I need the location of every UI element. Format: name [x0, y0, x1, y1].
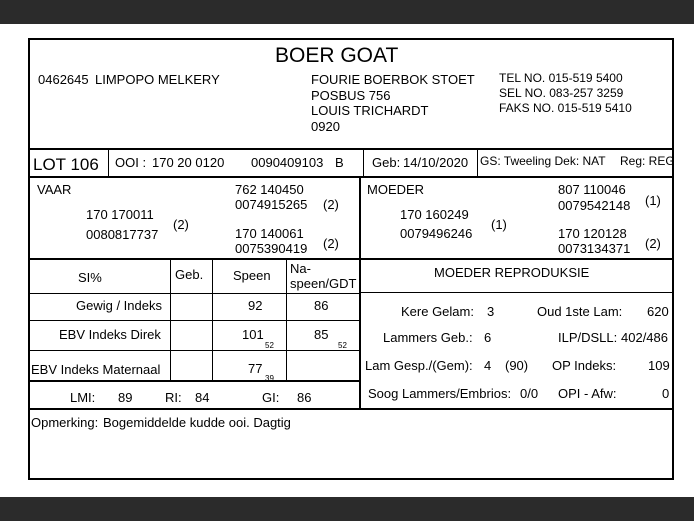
sire-id: 0080817737: [86, 227, 159, 242]
seller-postcode: 0920: [311, 119, 340, 134]
dam-dam-id: 0073134371: [558, 241, 631, 256]
seller-name: FOURIE BOERBOK STOET: [311, 72, 475, 87]
sire-grade: (2): [173, 217, 189, 232]
animal-grade: B: [335, 155, 344, 170]
remark-text: Bogemiddelde kudde ooi. Dagtig: [103, 415, 291, 430]
row-gewig-speen: 92: [248, 298, 263, 313]
lot-cell-divider: [108, 149, 109, 177]
si-row1-line: [28, 320, 360, 321]
ilp-label: ILP/DSLL:: [558, 330, 618, 345]
lmi-label: LMI:: [70, 390, 96, 405]
top-border-bar: [0, 0, 694, 24]
lmi-value: 89: [118, 390, 133, 405]
birth-date: 14/10/2020: [403, 155, 469, 170]
breeder-code: 0462645: [38, 72, 89, 87]
geb-header: Geb.: [175, 267, 204, 282]
row-gewig-label: Gewig / Indeks: [76, 298, 162, 313]
naspeen-header-line2: speen/GDT: [290, 276, 357, 291]
ri-label: RI:: [165, 390, 182, 405]
row-direk-label: EBV Indeks Direk: [59, 327, 161, 342]
dam-sire-number: 807 110046: [558, 182, 626, 197]
op-value: 109: [648, 358, 670, 373]
si-col-speen: [212, 258, 213, 381]
dam-id: 0079496246: [400, 226, 473, 241]
naspeen-header-line1: Na-: [290, 261, 311, 276]
row-direk-speen: 101: [242, 327, 264, 342]
sire-dam-number: 170 140061: [235, 226, 304, 241]
oud-value: 620: [647, 304, 669, 319]
row-direk-naspeen: 85: [314, 327, 329, 342]
frame-top: [28, 38, 674, 40]
sire-sire-number: 762 140450: [235, 182, 304, 197]
sire-number: 170 170011: [86, 207, 154, 222]
op-label: OP Indeks:: [552, 358, 617, 373]
date-cell-divider: [477, 149, 478, 177]
sire-sire-id: 0074915265: [235, 197, 308, 212]
opi-value: 0: [662, 386, 670, 401]
seller-address1: POSBUS 756: [311, 88, 391, 103]
id-cell-divider: [363, 149, 364, 177]
si-row2-line: [28, 350, 360, 351]
gs-info: GS: Tweeling Dek: NAT: [480, 154, 606, 168]
row-maternaal-label: EBV Indeks Maternaal: [31, 362, 161, 377]
ilp-value: 402/486: [621, 330, 668, 345]
repro-title: MOEDER REPRODUKSIE: [434, 265, 590, 280]
row-gewig-naspeen: 86: [314, 298, 329, 313]
seller-cell: SEL NO. 083-257 3259: [499, 86, 624, 100]
ri-value: 84: [195, 390, 210, 405]
lot-number: LOT 106: [33, 155, 99, 174]
seller-address2: LOUIS TRICHARDT: [311, 103, 429, 118]
dam-number: 170 160249: [400, 207, 469, 222]
dam-grade: (1): [491, 217, 507, 232]
row-direk-speen-sub: 52: [265, 341, 274, 350]
sire-dam-id: 0075390419: [235, 241, 308, 256]
dam-label: MOEDER: [367, 182, 425, 197]
lam-gesp-label: Lam Gesp./(Gem):: [365, 358, 473, 373]
lammers-label: Lammers Geb.:: [383, 330, 473, 345]
repro-header-line: [360, 292, 673, 293]
seller-fax: FAKS NO. 015-519 5410: [499, 101, 632, 115]
kere-gelam-label: Kere Gelam:: [401, 304, 474, 319]
remark-divider: [28, 408, 674, 410]
lot-divider: [28, 176, 674, 178]
sire-sire-grade: (2): [323, 197, 339, 212]
dam-sire-grade: (1): [645, 193, 661, 208]
gi-label: GI:: [262, 390, 280, 405]
sire-dam-grade: (2): [323, 236, 339, 251]
dam-dam-number: 170 120128: [558, 226, 627, 241]
lam-gem-value: (90): [505, 358, 529, 373]
gi-value: 86: [297, 390, 312, 405]
si-col-naspeen: [286, 258, 287, 381]
row-maternaal-speen: 77: [248, 361, 263, 376]
oud-label: Oud 1ste Lam:: [537, 304, 623, 319]
row-direk-naspeen-sub: 52: [338, 341, 347, 350]
ooi-number: 170 20 0120: [152, 155, 225, 170]
row-maternaal-speen-sub: 39: [265, 374, 274, 383]
bottom-border-bar: [0, 497, 694, 521]
pedigree-divider: [28, 258, 674, 260]
soog-label: Soog Lammers/Embrios:: [368, 386, 512, 401]
seller-tel: TEL NO. 015-519 5400: [499, 71, 623, 85]
dam-dam-grade: (2): [645, 236, 661, 251]
opi-label: OPI - Afw:: [558, 386, 617, 401]
reg-info: Reg: REG: [620, 154, 675, 168]
lammers-value: 6: [484, 330, 492, 345]
sire-label: VAAR: [37, 182, 72, 197]
frame-bottom: [28, 478, 674, 480]
dam-sire-id: 0079542148: [558, 198, 631, 213]
header-divider: [28, 148, 674, 150]
lam-gesp-value: 4: [484, 358, 492, 373]
si-col-geb: [170, 258, 171, 381]
si-table-bottom: [28, 380, 360, 382]
ooi-label: OOI :: [115, 155, 147, 170]
speen-header: Speen: [233, 268, 271, 283]
kere-gelam-value: 3: [487, 304, 495, 319]
birth-label: Geb:: [372, 155, 401, 170]
soog-value: 0/0: [520, 386, 539, 401]
si-header-line: [28, 293, 360, 294]
animal-id: 0090409103: [251, 155, 324, 170]
breeder-name: LIMPOPO MELKERY: [95, 72, 220, 87]
remark-label: Opmerking:: [31, 415, 99, 430]
si-header: SI%: [78, 270, 102, 285]
page-title: BOER GOAT: [275, 44, 399, 67]
